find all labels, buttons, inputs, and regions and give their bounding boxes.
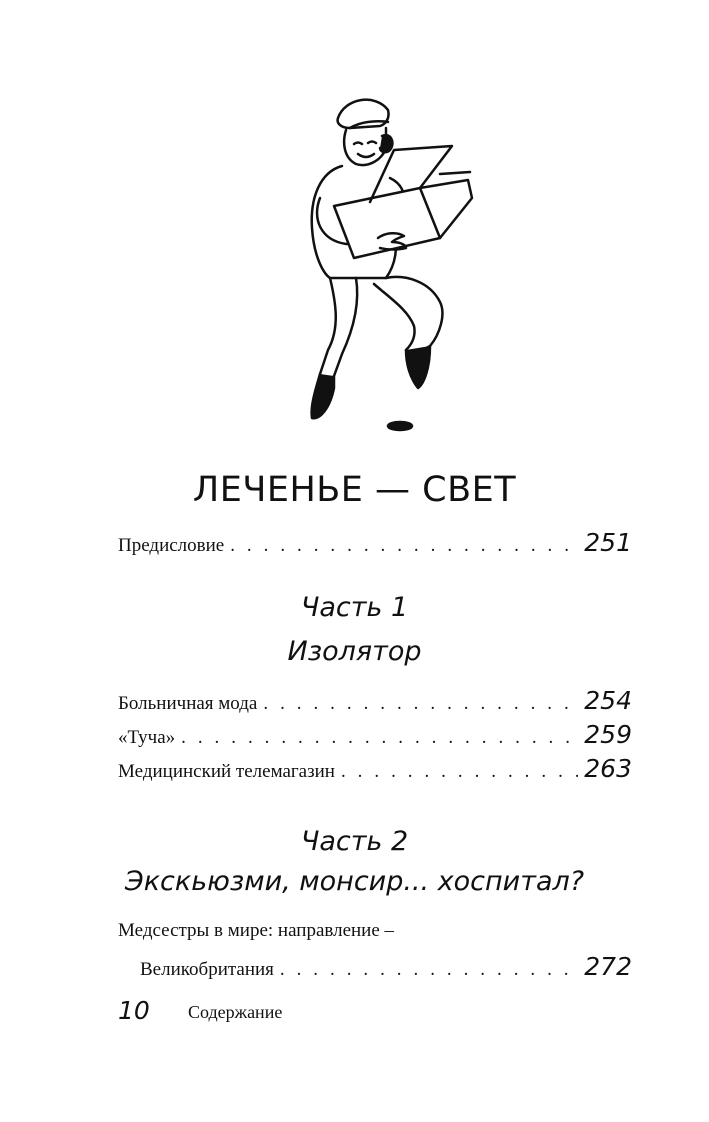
toc-entry-label: Предисловие bbox=[118, 535, 225, 556]
toc-entry-label-line1[interactable]: Медсестры в мире: направление – bbox=[118, 920, 395, 941]
part-1-name: Изолятор bbox=[287, 636, 422, 667]
toc-entry-page: 251 bbox=[584, 528, 632, 557]
part-2-number: Часть 2 bbox=[300, 826, 409, 857]
page-number: 10 bbox=[118, 996, 150, 1025]
toc-entry-label: «Туча» bbox=[118, 727, 176, 748]
toc-entry[interactable] bbox=[140, 952, 632, 982]
leader-dots bbox=[263, 693, 578, 715]
toc-entry-preface[interactable] bbox=[118, 528, 632, 558]
leader-dots bbox=[341, 761, 578, 783]
toc-entry-page: 263 bbox=[584, 754, 632, 783]
leader-dots bbox=[181, 727, 578, 749]
toc-entry[interactable] bbox=[118, 754, 632, 784]
part-1-number: Часть 1 bbox=[300, 592, 409, 623]
toc-entry[interactable] bbox=[118, 720, 632, 750]
section-title: ЛЕЧЕНЬЕ — СВЕТ bbox=[192, 470, 517, 510]
toc-entry-page: 259 bbox=[584, 720, 632, 749]
toc-entry-label: Медицинский телемагазин bbox=[118, 761, 335, 782]
person-carrying-box-illustration bbox=[290, 88, 480, 438]
leader-dots bbox=[280, 959, 578, 981]
toc-entry-label: Великобритания bbox=[140, 959, 274, 980]
leader-dots bbox=[230, 535, 578, 557]
part-2-name: Экскьюзми, монсир... хоспитал? bbox=[124, 866, 585, 897]
running-title: Содержание bbox=[188, 1002, 283, 1022]
toc-entry[interactable] bbox=[118, 686, 632, 716]
toc-entry-page: 272 bbox=[584, 952, 632, 981]
toc-entry-page: 254 bbox=[584, 686, 632, 715]
toc-entry-label: Больничная мода bbox=[118, 693, 258, 714]
